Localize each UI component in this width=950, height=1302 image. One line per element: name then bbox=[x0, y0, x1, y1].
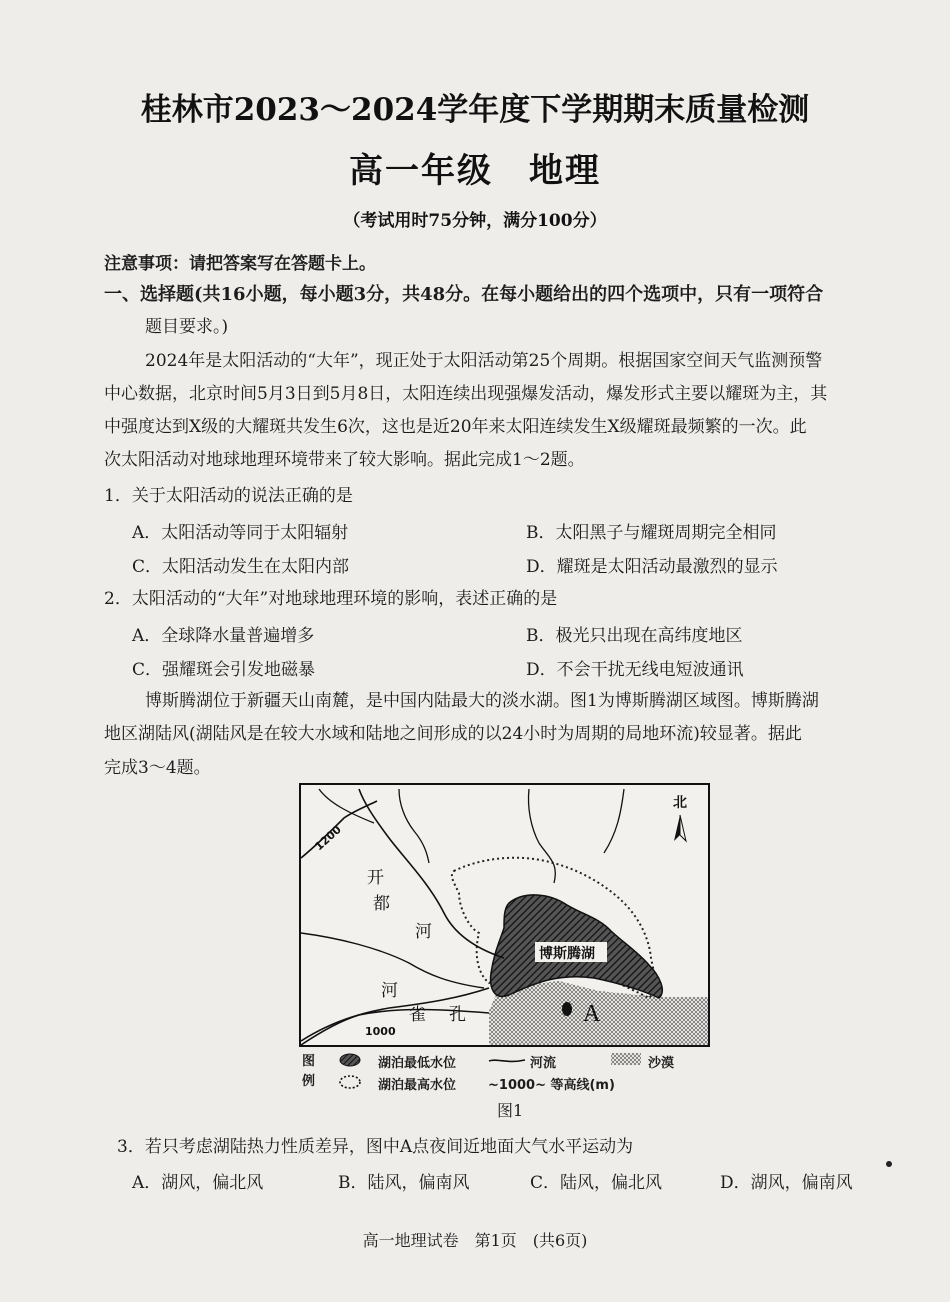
q2-option-c: C．强耀斑会引发地磁暴 bbox=[132, 660, 316, 680]
legend-river-icon bbox=[487, 1052, 527, 1068]
kaidu-label-char: 都 bbox=[373, 894, 390, 914]
legend-river-text: 河流 bbox=[530, 1056, 557, 1071]
exam-subtitle: 高一年级 地理 bbox=[349, 151, 601, 191]
notice: 注意事项：请把答案写在答题卡上。 bbox=[104, 254, 376, 274]
contour-1200-label: 1200 bbox=[312, 823, 344, 854]
legend-title-char: 例 bbox=[302, 1074, 316, 1089]
passage2-line: 博斯腾湖位于新疆天山南麓，是中国内陆最大的淡水湖。图1为博斯腾湖区域图。博斯腾湖 bbox=[145, 691, 819, 711]
passage2-line: 地区湖陆风(湖陆风是在较大水域和陆地之间形成的以24小时为周期的局地环流)较显著。据此 bbox=[104, 724, 802, 744]
legend-low-icon bbox=[338, 1052, 362, 1068]
lake-label: 博斯腾湖 bbox=[539, 946, 595, 962]
north-label: 北 bbox=[673, 795, 687, 811]
margin-dot bbox=[886, 1161, 892, 1167]
passage1-line: 2024年是太阳活动的“大年”，现正处于太阳活动第25个周期。根据国家空间天气监测预警 bbox=[145, 351, 823, 371]
passage1-line: 中心数据，北京时间5月3日到5月8日，太阳连续出现强爆发活动，爆发形式主要以耀斑为主，其 bbox=[104, 384, 828, 404]
q1-option-d: D．耀斑是太阳活动最激烈的显示 bbox=[526, 557, 778, 577]
legend-title bbox=[302, 1052, 315, 1092]
question-1-stem: 1．关于太阳活动的说法正确的是 bbox=[104, 486, 353, 506]
kaidu-label-char: 河 bbox=[415, 922, 432, 942]
figure-caption: 图1 bbox=[497, 1101, 524, 1120]
bosten-lake-map bbox=[299, 783, 710, 1047]
q3-option-a: A．湖风，偏北风 bbox=[132, 1173, 264, 1193]
contour-1000-label: 1000 bbox=[365, 1025, 396, 1038]
point-a-label: A bbox=[583, 1001, 601, 1027]
section-title-line1: 一、选择题(共16小题，每小题3分，共48分。在每小题给出的四个选项中，只有一项符合 bbox=[104, 284, 824, 305]
passage1-line: 次太阳活动对地球地理环境带来了较大影响。据此完成1～2题。 bbox=[104, 450, 585, 470]
point-a-marker bbox=[562, 1002, 572, 1016]
q2-option-b: B．极光只出现在高纬度地区 bbox=[526, 626, 743, 646]
legend-contour-text: ~1000~ 等高线(m) bbox=[488, 1078, 615, 1093]
legend-high-icon bbox=[338, 1074, 362, 1090]
q1-option-a: A．太阳活动等同于太阳辐射 bbox=[132, 523, 349, 543]
exam-info: （考试用时75分钟，满分100分） bbox=[343, 211, 607, 231]
kongque-label-char: 雀 bbox=[409, 1005, 426, 1025]
legend-desert-icon bbox=[610, 1051, 642, 1067]
question-2-stem: 2．太阳活动的“大年”对地球地理环境的影响，表述正确的是 bbox=[104, 589, 558, 609]
passage2-line: 完成3～4题。 bbox=[104, 758, 211, 778]
kongque-label-char: 河 bbox=[381, 981, 398, 1001]
q2-option-a: A．全球降水量普遍增多 bbox=[132, 626, 315, 646]
q2-option-d: D．不会干扰无线电短波通讯 bbox=[526, 660, 744, 680]
q3-option-d: D．湖风，偏南风 bbox=[720, 1173, 853, 1193]
q1-option-c: C．太阳活动发生在太阳内部 bbox=[132, 557, 350, 577]
passage1-line: 中强度达到X级的大耀斑共发生6次，这也是近20年来太阳连续发生X级耀斑最频繁的一次。此 bbox=[104, 417, 807, 437]
q3-option-b: B．陆风，偏南风 bbox=[338, 1173, 470, 1193]
page-footer: 高一地理试卷 第1页 (共6页) bbox=[362, 1231, 588, 1250]
kongque-label-char: 孔 bbox=[449, 1005, 466, 1025]
legend-low-text: 湖泊最低水位 bbox=[378, 1056, 457, 1071]
q1-option-b: B．太阳黑子与耀斑周期完全相同 bbox=[526, 523, 777, 543]
legend-desert-text: 沙漠 bbox=[648, 1056, 675, 1071]
question-3-stem: 3．若只考虑湖陆热力性质差异，图中A点夜间近地面大气水平运动为 bbox=[117, 1137, 634, 1157]
legend-title-char: 图 bbox=[302, 1054, 316, 1069]
q3-option-c: C．陆风，偏北风 bbox=[530, 1173, 663, 1193]
legend-high-text: 湖泊最高水位 bbox=[378, 1078, 457, 1093]
kaidu-label-char: 开 bbox=[367, 868, 384, 888]
exam-main-title: 桂林市2023～2024学年度下学期期末质量检测 bbox=[140, 92, 810, 128]
section-title-line2: 题目要求。) bbox=[145, 317, 229, 337]
